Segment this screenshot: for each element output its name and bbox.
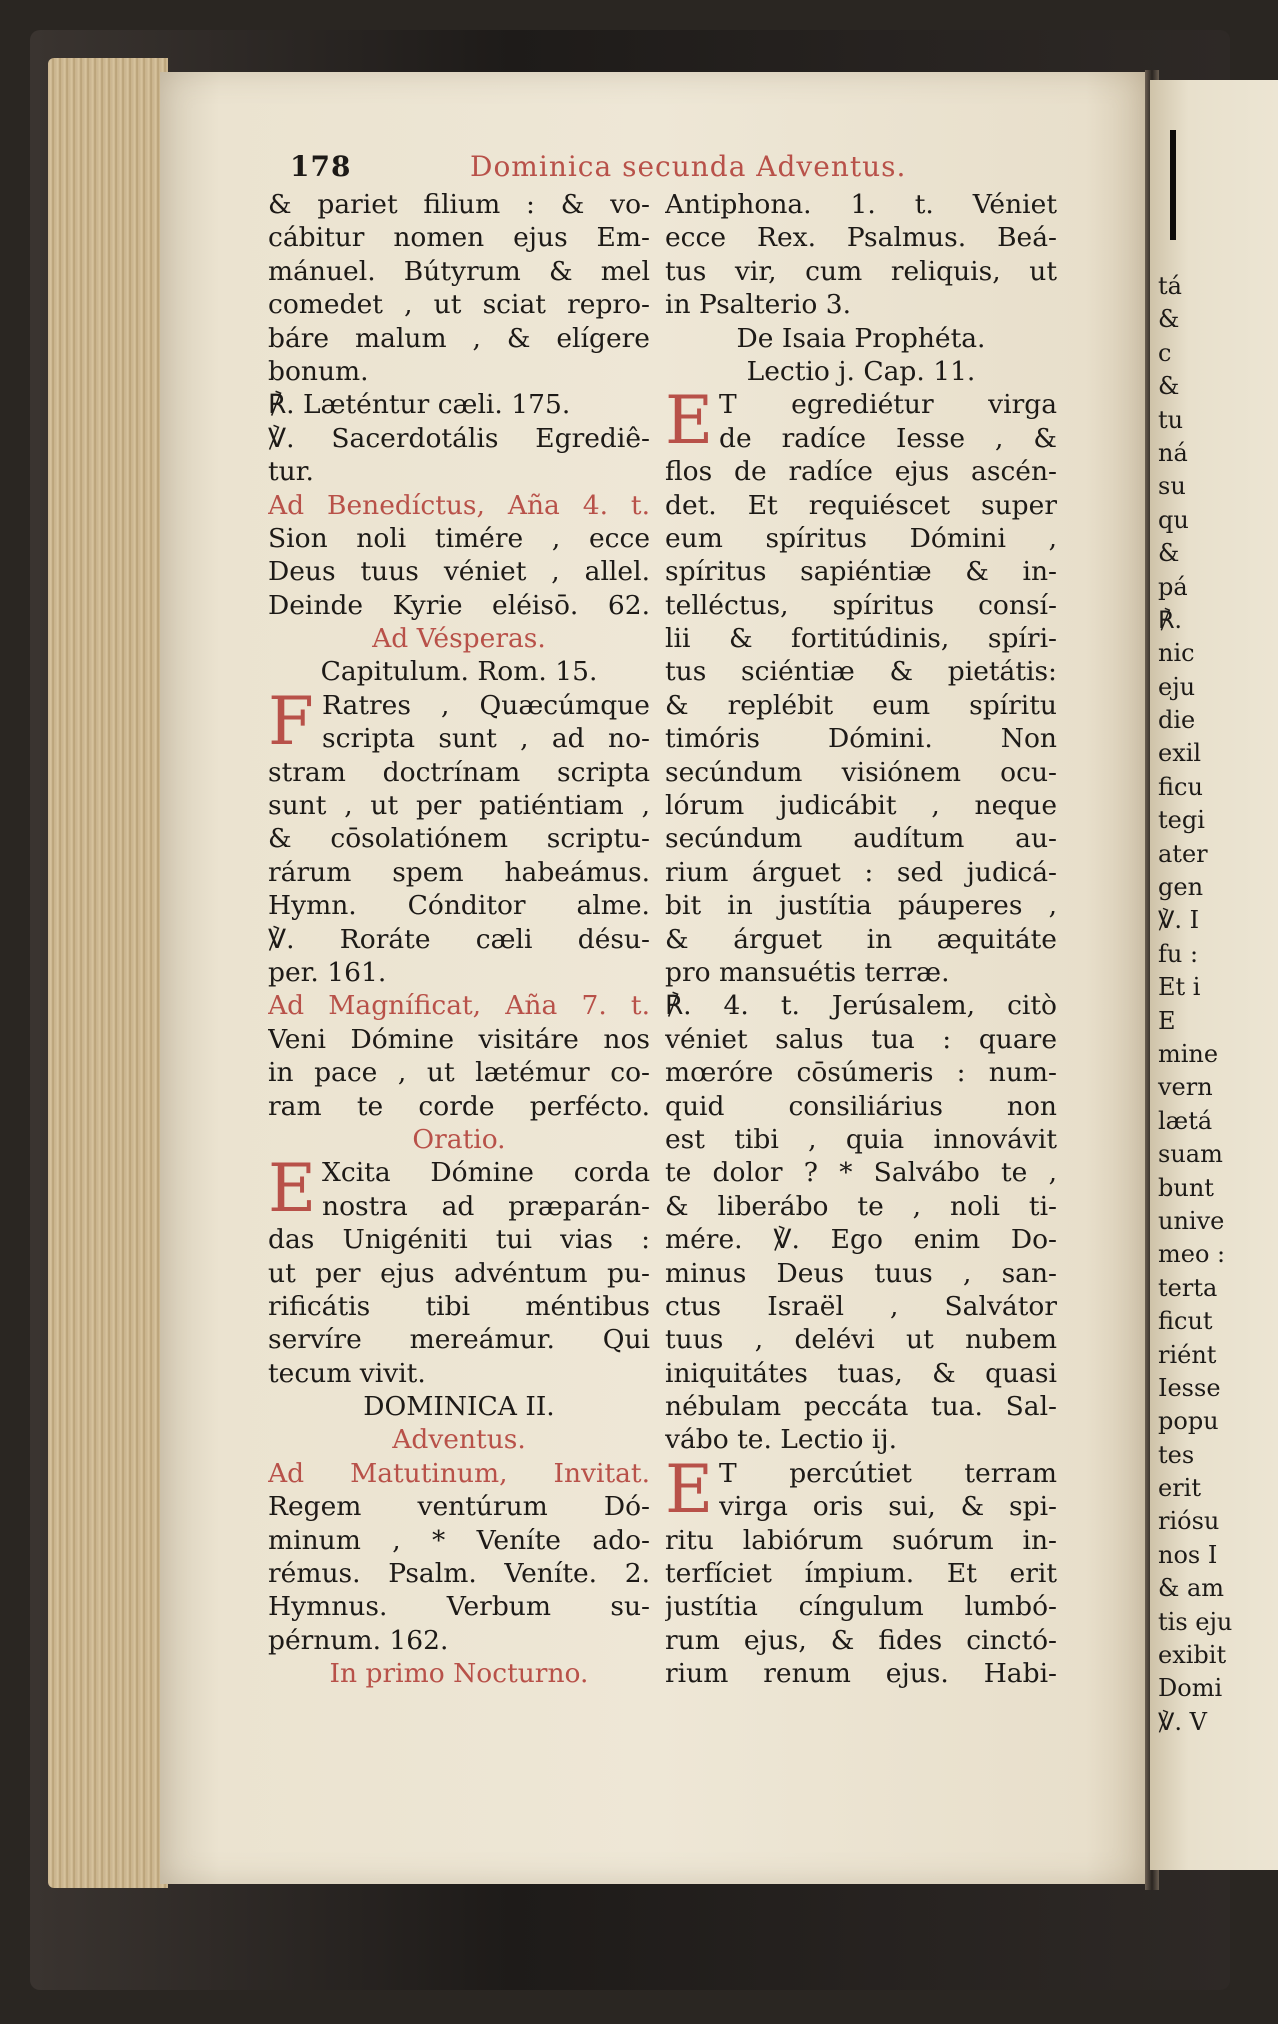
text-line: Lectio j. Cap. 11. bbox=[746, 355, 976, 387]
facing-fragment: ficut bbox=[1158, 1307, 1213, 1336]
text-line: telléctus, spíritus consí- bbox=[665, 589, 1057, 621]
text-line: Capitulum. Rom. 15. bbox=[320, 656, 598, 688]
text-line: Regem ventúrum Dó- bbox=[268, 1491, 650, 1523]
text-line: nostra ad præparán- bbox=[322, 1190, 650, 1222]
facing-fragment: Iesse bbox=[1158, 1373, 1221, 1402]
facing-fragment: mine bbox=[1158, 1039, 1219, 1068]
text-line: mánuel. Bútyrum & mel bbox=[268, 255, 650, 287]
facing-fragment: pá bbox=[1158, 572, 1188, 601]
text-line: justítia cíngulum lumbó- bbox=[665, 1591, 1057, 1623]
text-line: secúndum audítum au- bbox=[665, 823, 1057, 855]
text-line: Hymnus. Verbum su- bbox=[268, 1591, 650, 1623]
text-line: ut per ejus advéntum pu- bbox=[268, 1257, 650, 1289]
text-line: rémus. Psalm. Veníte. 2. bbox=[268, 1558, 650, 1590]
facing-fragment: Et i bbox=[1158, 973, 1201, 1002]
text-line: Adventus. bbox=[392, 1424, 526, 1456]
text-line: te dolor ? * Salvábo te , bbox=[665, 1157, 1057, 1189]
drop-initial: E bbox=[268, 1150, 317, 1228]
facing-fragment: riósu bbox=[1158, 1507, 1220, 1536]
facing-fragment: eju bbox=[1158, 672, 1196, 701]
text-line: bit in justítia páuperes , bbox=[665, 890, 1057, 922]
text-line: In primo Nocturno. bbox=[329, 1658, 589, 1690]
text-line: tecum vivit. bbox=[268, 1357, 426, 1389]
text-line: véniet salus tua : quare bbox=[665, 1023, 1057, 1055]
facing-fragment: exibit bbox=[1158, 1641, 1227, 1670]
text-line: sunt , ut per patiéntiam , bbox=[268, 790, 650, 822]
text-line: Sion noli timére , ecce bbox=[268, 522, 650, 554]
text-line: tus sciéntiæ & pietátis: bbox=[665, 656, 1057, 688]
text-line: Hymn. Cónditor alme. bbox=[268, 890, 650, 922]
page-clip bbox=[1170, 130, 1176, 240]
text-line: Ad Magníficat, Aña 7. t. bbox=[268, 990, 650, 1022]
text-line: mére. ℣. Ego enim Do- bbox=[665, 1224, 1057, 1256]
text-line: ritu labiórum suórum in- bbox=[665, 1524, 1057, 1556]
facing-fragment: & bbox=[1158, 372, 1180, 401]
text-line: ctus Israël , Salvátor bbox=[665, 1290, 1057, 1322]
facing-fragment: vern bbox=[1158, 1073, 1213, 1102]
text-line: tur. bbox=[268, 456, 314, 488]
text-line: servíre mereámur. Qui bbox=[268, 1324, 650, 1356]
text-line: lórum judicábit , neque bbox=[665, 790, 1057, 822]
facing-fragment: nic bbox=[1158, 639, 1195, 668]
text-line: Veni Dómine visitáre nos bbox=[268, 1023, 650, 1055]
drop-initial: E bbox=[665, 1450, 714, 1528]
text-line: mœróre cōsúmeris : num- bbox=[665, 1057, 1057, 1089]
text-line: & árguet in æquitáte bbox=[665, 923, 1057, 955]
text-line: nébulam peccáta tua. Sal- bbox=[665, 1391, 1057, 1423]
text-line: comedet , ut sciat repro- bbox=[268, 289, 650, 321]
facing-page bbox=[1150, 80, 1278, 1870]
text-line: det. Et requiéscet super bbox=[665, 489, 1057, 521]
text-line: das Unigéniti tui vias : bbox=[268, 1224, 650, 1256]
text-line: & pariet filium : & vo- bbox=[268, 189, 650, 220]
facing-fragment: meo : bbox=[1158, 1240, 1226, 1269]
facing-fragment: tá bbox=[1158, 272, 1182, 300]
drop-initial: E bbox=[665, 382, 714, 460]
facing-fragment: riént bbox=[1158, 1340, 1217, 1369]
text-line: flos de radíce ejus ascén- bbox=[665, 456, 1057, 488]
left-column bbox=[268, 188, 650, 1691]
facing-fragment: die bbox=[1158, 706, 1196, 735]
text-line: rium renum ejus. Habi- bbox=[665, 1658, 1057, 1690]
text-line: báre malum , & elígere bbox=[268, 322, 650, 354]
text-line: Antiphona. 1. t. Véniet bbox=[665, 189, 1057, 220]
text-line: virga oris sui, & spi- bbox=[719, 1491, 1057, 1523]
text-line: tus vir, cum reliquis, ut bbox=[665, 255, 1057, 287]
facing-fragment: Domi bbox=[1158, 1674, 1223, 1703]
facing-fragment: ná bbox=[1158, 438, 1188, 467]
facing-fragment: ℣. V bbox=[1158, 1707, 1208, 1736]
text-line: rum ejus, & fides cinctó- bbox=[665, 1624, 1057, 1656]
text-line: De Isaia Prophéta. bbox=[736, 322, 986, 354]
facing-fragment: & am bbox=[1158, 1574, 1225, 1603]
facing-fragment: E bbox=[1158, 1006, 1176, 1035]
facing-fragment: popu bbox=[1158, 1407, 1219, 1436]
text-line: de radíce Iesse , & bbox=[719, 422, 1057, 454]
page-edges bbox=[48, 58, 168, 1888]
text-line: in pace , ut lætémur co- bbox=[268, 1057, 650, 1089]
text-line: spíritus sapiéntiæ & in- bbox=[665, 556, 1057, 588]
text-line: stram doctrínam scripta bbox=[268, 756, 650, 788]
facing-fragment: erit bbox=[1158, 1474, 1201, 1503]
facing-fragment: gen bbox=[1158, 873, 1204, 902]
text-line: tuus , delévi ut nubem bbox=[665, 1324, 1057, 1356]
text-line: & cōsolatiónem scriptu- bbox=[268, 823, 650, 855]
facing-page-text bbox=[1158, 270, 1232, 1739]
text-line: vábo te. Lectio ij. bbox=[665, 1424, 898, 1456]
text-line: Oratio. bbox=[412, 1123, 506, 1155]
facing-fragment: & bbox=[1158, 539, 1180, 568]
text-line: Ad Benedíctus, Aña 4. t. bbox=[268, 489, 650, 521]
facing-fragment: tis eju bbox=[1158, 1607, 1233, 1636]
text-line: T percútiet terram bbox=[719, 1457, 1057, 1489]
facing-fragment: fu : bbox=[1158, 939, 1199, 968]
text-line: rárum spem habeámus. bbox=[268, 856, 650, 888]
text-line: & replébit eum spíritu bbox=[665, 689, 1057, 721]
text-line: ℣. Sacerdotális Egrediê- bbox=[268, 422, 650, 454]
text-line: est tibi , quia innovávit bbox=[665, 1123, 1057, 1155]
text-line: quid consiliárius non bbox=[665, 1090, 1057, 1122]
text-line: ram te corde perfécto. bbox=[268, 1090, 650, 1122]
text-line: Ad Matutinum, Invitat. bbox=[268, 1457, 650, 1489]
text-line: minus Deus tuus , san- bbox=[665, 1257, 1057, 1289]
text-line: Deinde Kyrie eléisō. 62. bbox=[268, 589, 650, 621]
text-line: ℟. Læténtur cæli. 175. bbox=[268, 389, 571, 421]
text-line: scripta sunt , ad no- bbox=[322, 723, 650, 755]
facing-fragment: tu bbox=[1158, 405, 1184, 434]
text-line: Xcita Dómine corda bbox=[322, 1157, 650, 1189]
text-line: minum , * Veníte ado- bbox=[268, 1524, 650, 1556]
text-line: ℟. 4. t. Jerúsalem, citò bbox=[665, 990, 1057, 1022]
facing-fragment: su bbox=[1158, 472, 1186, 501]
text-line: & liberábo te , noli ti- bbox=[665, 1190, 1057, 1222]
text-line: bonum. bbox=[268, 355, 369, 387]
right-column bbox=[665, 188, 1057, 1691]
page-number: 178 bbox=[290, 150, 352, 183]
text-line: lii & fortitúdinis, spíri- bbox=[665, 623, 1057, 655]
text-line: terfíciet ímpium. Et erit bbox=[665, 1558, 1057, 1590]
text-line: ecce Rex. Psalmus. Beá- bbox=[665, 222, 1057, 254]
facing-fragment: ater bbox=[1158, 839, 1208, 868]
facing-fragment: lætá bbox=[1158, 1106, 1213, 1135]
facing-fragment: & bbox=[1158, 305, 1180, 334]
facing-fragment: ℟. bbox=[1158, 605, 1183, 634]
text-line: rium árguet : sed judicá- bbox=[665, 856, 1057, 888]
text-line: DOMINICA II. bbox=[363, 1391, 555, 1423]
facing-fragment: tes bbox=[1158, 1440, 1195, 1469]
facing-fragment: qu bbox=[1158, 505, 1189, 534]
facing-fragment: c bbox=[1158, 338, 1172, 367]
text-line: Deus tuus véniet , allel. bbox=[268, 556, 650, 588]
facing-fragment: exil bbox=[1158, 739, 1202, 768]
text-line: secúndum visiónem ocu- bbox=[665, 756, 1057, 788]
text-line: cábitur nomen ejus Em- bbox=[268, 222, 650, 254]
text-line: T egrediétur virga bbox=[719, 389, 1057, 421]
text-line: per. 161. bbox=[268, 956, 387, 988]
text-line: Ad Vésperas. bbox=[372, 623, 546, 655]
facing-fragment: suam bbox=[1158, 1140, 1223, 1169]
text-line: iniquitátes tuas, & quasi bbox=[665, 1357, 1057, 1389]
running-title: Dominica secunda Adventus. bbox=[470, 150, 907, 183]
facing-fragment: unive bbox=[1158, 1206, 1225, 1235]
facing-fragment: ℣. I bbox=[1158, 906, 1200, 935]
text-line: pérnum. 162. bbox=[268, 1624, 449, 1656]
text-line: timóris Dómini. Non bbox=[665, 723, 1057, 755]
facing-fragment: tegi bbox=[1158, 806, 1205, 835]
facing-fragment: bunt bbox=[1158, 1173, 1214, 1202]
text-line: rificátis tibi méntibus bbox=[268, 1290, 650, 1322]
facing-fragment: terta bbox=[1158, 1273, 1218, 1302]
facing-fragment: ficu bbox=[1158, 772, 1203, 801]
text-line: eum spíritus Dómini , bbox=[665, 522, 1057, 554]
facing-fragment: nos I bbox=[1158, 1540, 1218, 1569]
text-line: ℣. Roráte cæli désu- bbox=[268, 923, 650, 955]
text-line: in Psalterio 3. bbox=[665, 289, 852, 321]
text-line: pro mansuétis terræ. bbox=[665, 956, 950, 988]
drop-initial: F bbox=[268, 682, 314, 760]
text-line: Ratres , Quæcúmque bbox=[322, 689, 650, 721]
